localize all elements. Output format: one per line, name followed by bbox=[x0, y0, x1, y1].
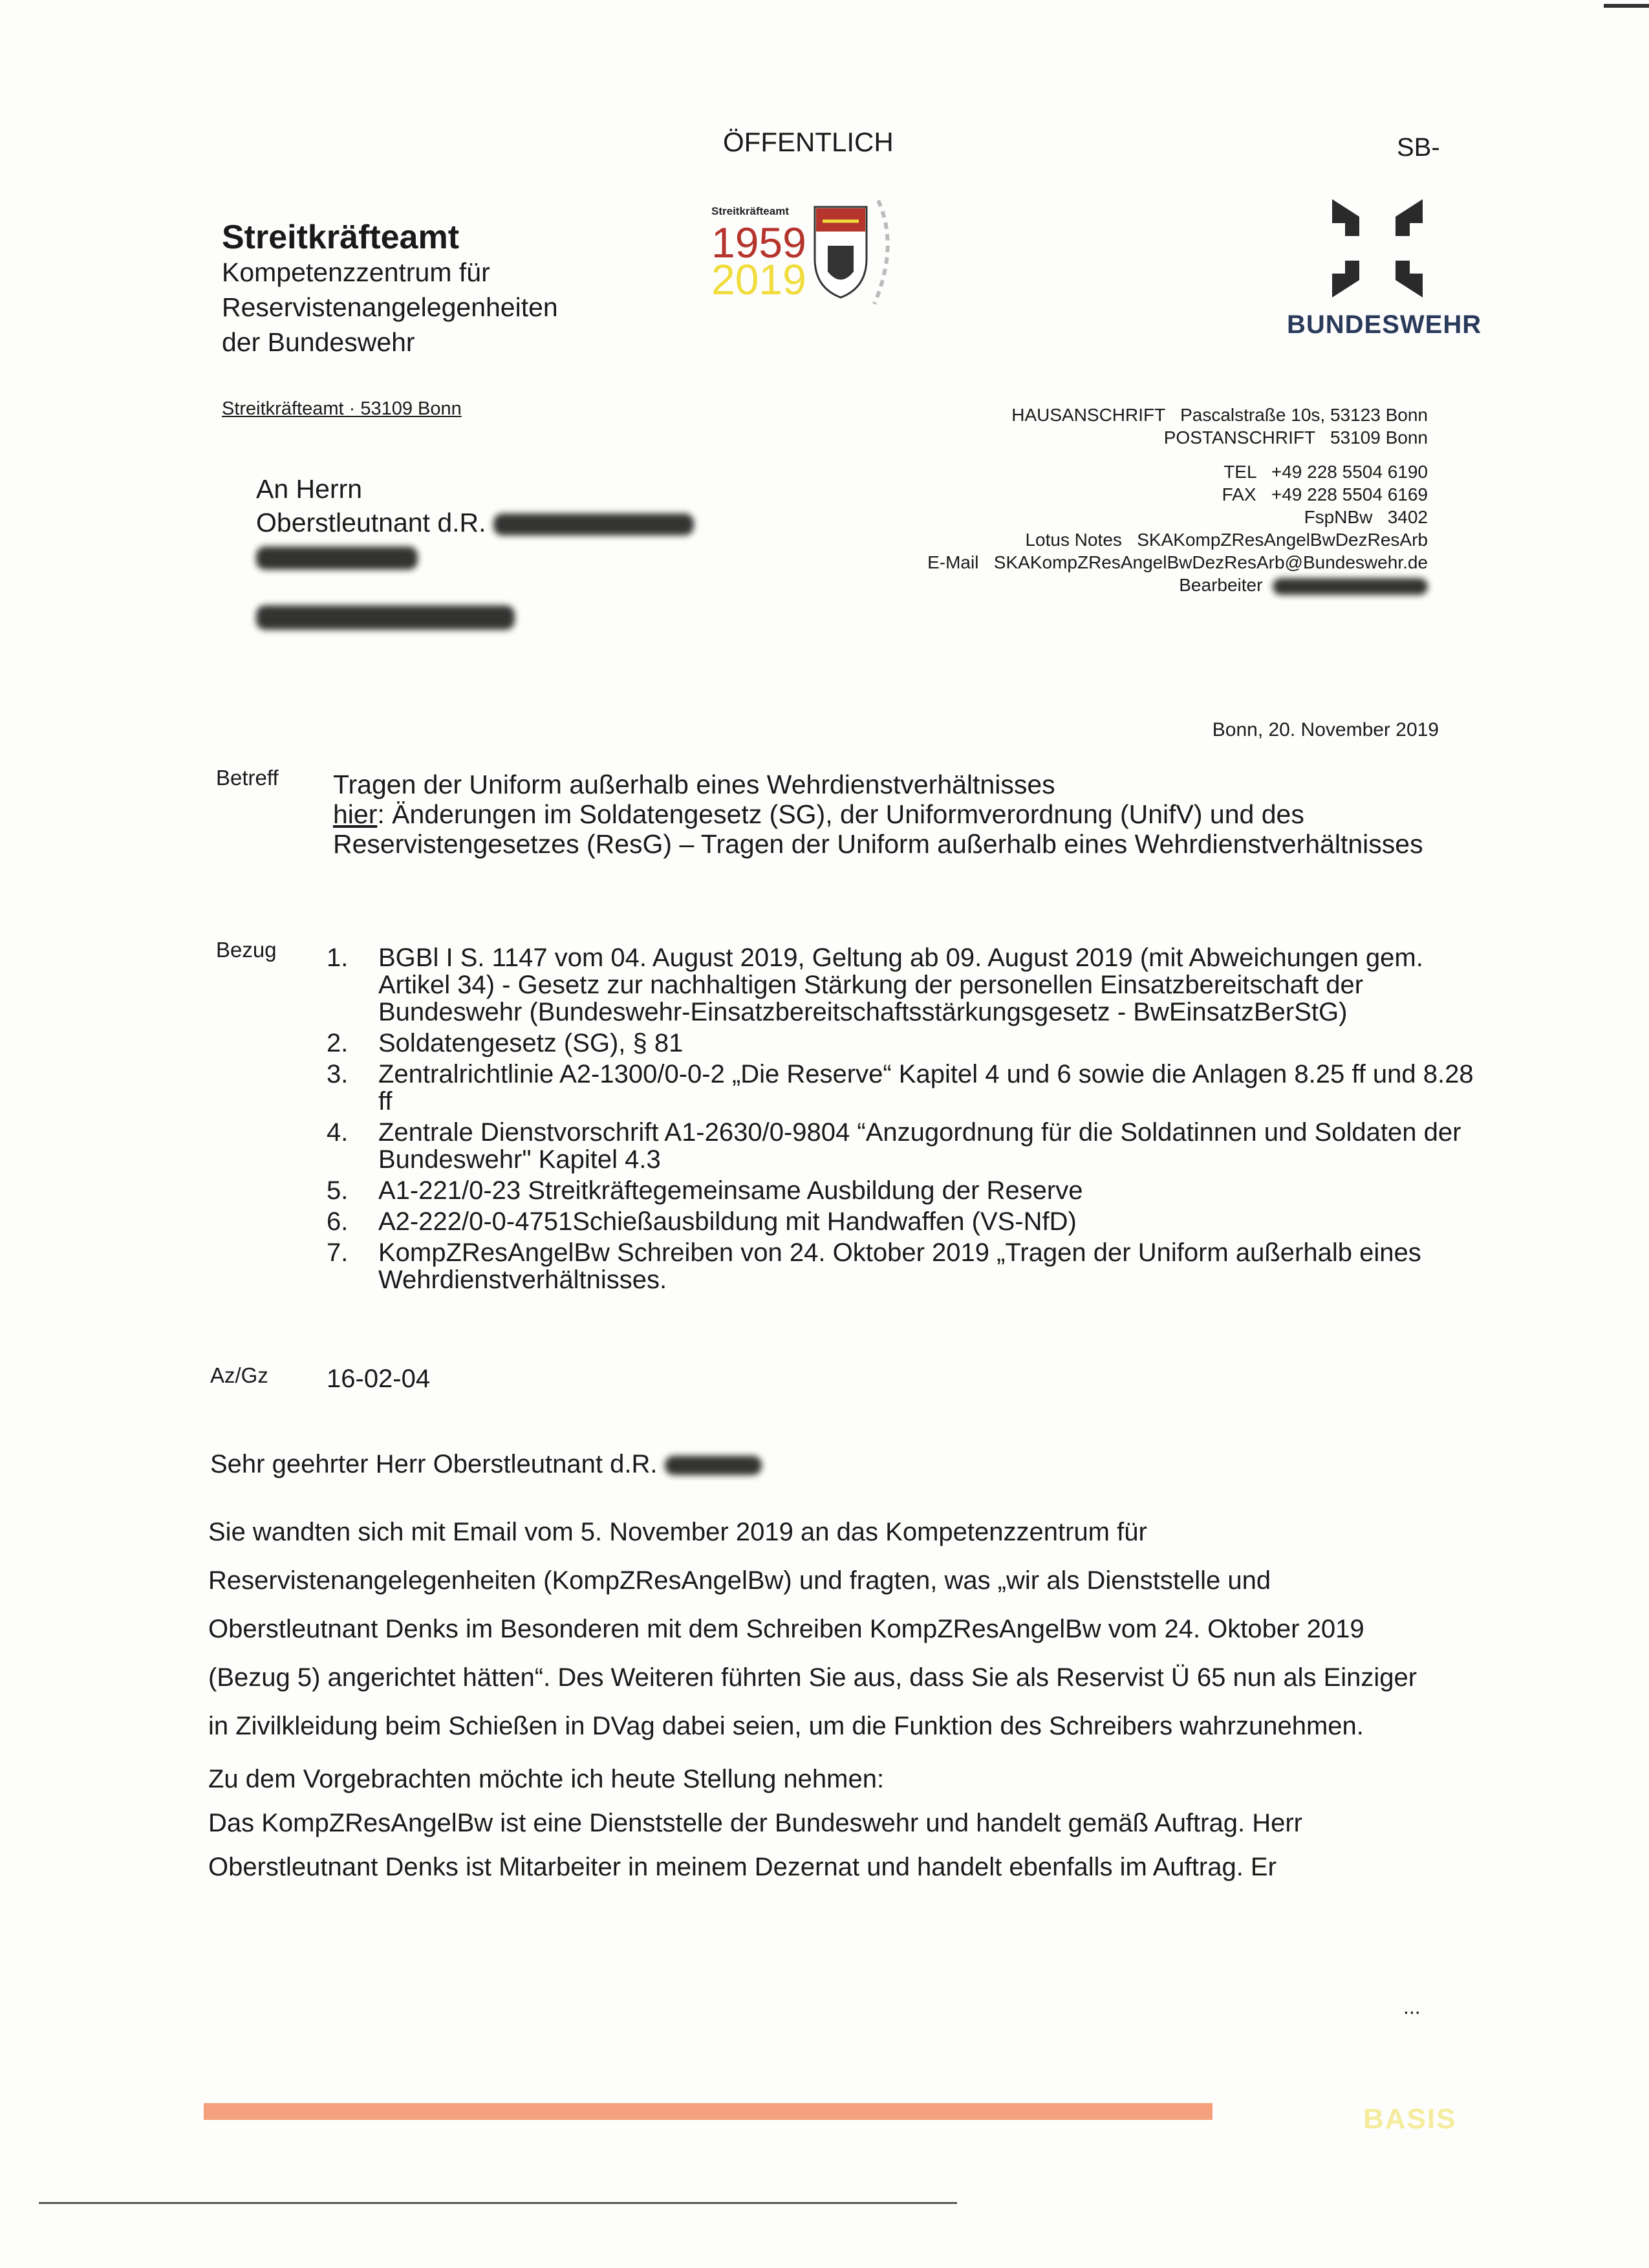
reference-list bbox=[327, 944, 1478, 1297]
classification-marking: ÖFFENTLICH bbox=[723, 127, 894, 157]
recipient-rank: Oberstleutnant d.R. bbox=[256, 508, 486, 537]
logo-year-end: 2019 bbox=[711, 255, 806, 303]
body-paragraph: Das KompZResAngelBw ist eine Dienststelle der Bundeswehr und handelt gemäß Auftrag. Herr Oberstleutnant Denks ist Mitarbeiter in meinem Dezernat und handelt ebenfalls im Auftrag. Er bbox=[208, 1809, 1302, 1881]
bundeswehr-logo bbox=[1280, 194, 1482, 349]
file-ref-value: 16-02-04 bbox=[327, 1365, 431, 1393]
redaction-bar bbox=[256, 546, 418, 570]
document-code: SB- bbox=[1397, 133, 1440, 162]
list-item bbox=[327, 1208, 1478, 1235]
subject-rest: : Änderungen im Soldatengesetz (SG), der Uniformverordnung (UnifV) und des Reservistengesetzes (ResG) – Tragen der Uniform außerhalb eines Wehrdienstverhältnisses bbox=[333, 799, 1423, 859]
list-item bbox=[327, 1119, 1478, 1173]
list-item bbox=[327, 1177, 1478, 1204]
salutation-text: Sehr geehrter Herr Oberstleutnant d.R. bbox=[210, 1450, 658, 1478]
reference-text: KompZResAngelBw Schreiben von 24. Oktober 2019 „Tragen der Uniform außerhalb eines Wehrdienstverhältnisses. bbox=[378, 1238, 1421, 1294]
redaction-bar bbox=[1273, 578, 1428, 595]
redaction-bar bbox=[665, 1456, 762, 1475]
subject-block bbox=[333, 770, 1445, 859]
date-line: Bonn, 20. November 2019 bbox=[1212, 719, 1439, 740]
email-label: E-Mail bbox=[927, 552, 979, 572]
reference-text: A2-222/0-0-4751Schießausbildung mit Handwaffen (VS-NfD) bbox=[378, 1207, 1077, 1236]
postanschrift-label: POSTANSCHRIFT bbox=[1163, 427, 1315, 448]
subject-hier: hier bbox=[333, 799, 378, 829]
logo-text-top: Streitkräfteamt bbox=[711, 205, 789, 217]
redaction-bar bbox=[256, 605, 515, 630]
reference-number: 1. bbox=[327, 944, 349, 972]
sender-line: Kompetenzzentrum für bbox=[222, 257, 490, 287]
fax-value: +49 228 5504 6169 bbox=[1271, 484, 1428, 504]
scan-edge-line bbox=[39, 2202, 957, 2204]
subject-detail bbox=[333, 799, 1445, 859]
logo-year-start: 1959 bbox=[711, 219, 806, 266]
body-text bbox=[208, 1508, 1437, 1901]
reference-label: Bezug bbox=[216, 938, 277, 962]
fspnbw-value: 3402 bbox=[1387, 507, 1428, 527]
bearbeiter-label: Bearbeiter bbox=[1179, 575, 1263, 595]
sender-organization: Streitkräfteamt bbox=[222, 219, 460, 256]
list-item bbox=[327, 1239, 1478, 1293]
sender-line: Reservistenangelegenheiten bbox=[222, 292, 558, 322]
list-item bbox=[327, 1030, 1478, 1057]
return-address: Streitkräfteamt · 53109 Bonn bbox=[222, 398, 462, 419]
reference-text: Zentralrichtlinie A2-1300/0-0-2 „Die Reserve“ Kapitel 4 und 6 sowie die Anlagen 8.25 ff und 8.28 ff bbox=[378, 1060, 1474, 1116]
fspnbw-label: FspNBw bbox=[1304, 507, 1373, 527]
continuation-marker: ... bbox=[1403, 1995, 1421, 2018]
email-value: SKAKompZResAngelBwDezResArb@Bundeswehr.de bbox=[993, 552, 1428, 572]
subject-label: Betreff bbox=[216, 766, 279, 790]
subject-line: Tragen der Uniform außerhalb eines Wehrdienstverhältnisses bbox=[333, 770, 1055, 799]
reference-number: 2. bbox=[327, 1029, 349, 1057]
reference-number: 4. bbox=[327, 1118, 349, 1147]
reference-number: 7. bbox=[327, 1238, 349, 1267]
reference-text: A1-221/0-23 Streitkräftegemeinsame Ausbildung der Reserve bbox=[378, 1176, 1083, 1205]
reference-number: 3. bbox=[327, 1060, 349, 1088]
reference-text: BGBl I S. 1147 vom 04. August 2019, Geltung ab 09. August 2019 (mit Abweichungen gem. Artikel 34) - Gesetz zur nachhaltigen Stärkung der personellen Einsatzbereitschaft der Bundeswehr (Bundeswehr-Einsatzbereitschaftsstärkungsgesetz - BwEinsatzBerStG) bbox=[378, 944, 1423, 1026]
laurel-icon bbox=[874, 200, 888, 304]
hausanschrift-value: Pascalstraße 10s, 53123 Bonn bbox=[1180, 405, 1428, 425]
lotus-label: Lotus Notes bbox=[1025, 530, 1122, 550]
lotus-value: SKAKompZResAngelBwDezResArb bbox=[1137, 530, 1428, 550]
body-paragraph: Zu dem Vorgebrachten möchte ich heute Stellung nehmen: bbox=[208, 1765, 885, 1793]
reference-number: 5. bbox=[327, 1176, 349, 1205]
scan-edge-mark bbox=[1604, 4, 1649, 8]
tel-label: TEL bbox=[1223, 462, 1256, 482]
body-paragraph: Sie wandten sich mit Email vom 5. November 2019 an das Kompetenzzentrum für Reservistenangelegenheiten (KompZResAngelBw) und fragten, was „wir als Dienststelle und Oberstleutnant Denks im Besonderen mit dem Schreiben KompZResAngelBw vom 24. Oktober 2019 (Bezug 5) angerichtet hätten“. Des Weiteren führten Sie aus, dass Sie als Reservist Ü 65 nun als Einziger in Zivilkleidung beim Schießen in DVag dabei seien, um die Funktion des Schreibers wahrzunehmen. bbox=[208, 1518, 1417, 1740]
list-item bbox=[327, 1061, 1478, 1115]
recipient-line: An Herrn bbox=[256, 474, 363, 504]
footer-color-bar bbox=[204, 2103, 1212, 2120]
hausanschrift-label: HAUSANSCHRIFT bbox=[1011, 405, 1165, 425]
redaction-bar bbox=[493, 513, 694, 535]
file-ref-label: Az/Gz bbox=[210, 1363, 268, 1387]
recipient-block bbox=[256, 472, 694, 632]
iron-cross-icon bbox=[1280, 194, 1474, 304]
salutation bbox=[210, 1450, 762, 1479]
sender-block bbox=[222, 220, 558, 360]
reference-number: 6. bbox=[327, 1207, 349, 1236]
fax-label: FAX bbox=[1222, 484, 1256, 504]
reference-text: Zentrale Dienstvorschrift A1-2630/0-9804 “Anzugordnung für die Soldatinnen und Soldaten der Bundeswehr" Kapitel 4.3 bbox=[378, 1118, 1461, 1174]
bundeswehr-wordmark: BUNDESWEHR bbox=[1287, 310, 1482, 339]
sender-line: der Bundeswehr bbox=[222, 327, 415, 357]
footer-wordmark: BASIS bbox=[1363, 2103, 1457, 2135]
eagle-icon bbox=[828, 246, 854, 280]
anniversary-logo bbox=[705, 175, 918, 323]
list-item bbox=[327, 944, 1478, 1026]
tel-value: +49 228 5504 6190 bbox=[1271, 462, 1428, 482]
contact-block bbox=[927, 404, 1428, 596]
reference-text: Soldatengesetz (SG), § 81 bbox=[378, 1029, 684, 1057]
postanschrift-value: 53109 Bonn bbox=[1330, 427, 1428, 448]
